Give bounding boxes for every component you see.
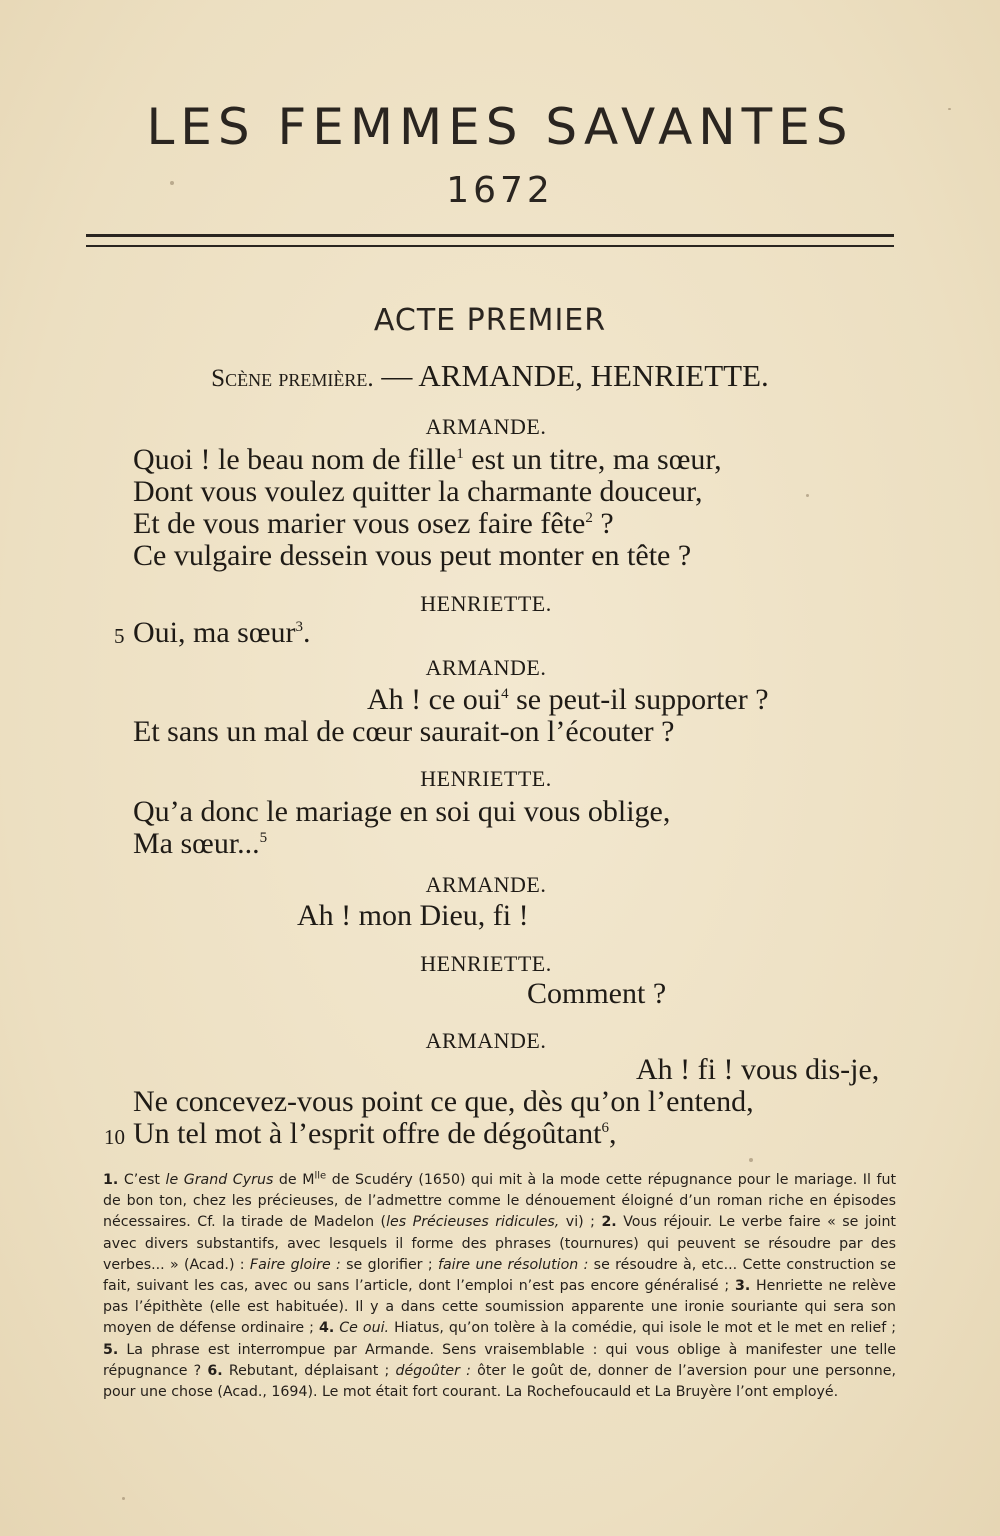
footnote-ref: 2 — [585, 510, 593, 526]
footnote-number: 5. — [103, 1341, 119, 1358]
footnote-ref: 3 — [295, 619, 303, 635]
footnote-ref: 4 — [501, 686, 509, 702]
speaker-name: HENRIETTE. — [420, 951, 552, 976]
verse-line: Comment ? — [527, 977, 667, 1010]
scene-dash: — — [373, 358, 419, 393]
verse-line: Un tel mot à l’esprit offre de dégoûtant$^6$, — [133, 1117, 617, 1150]
footnote-ref: 6 — [601, 1120, 609, 1136]
act-heading: ACTE PREMIER — [373, 303, 607, 338]
verse-line: Ne concevez-vous point ce que, dès qu’on l’entend, — [133, 1085, 754, 1118]
footnote-number: 4. — [318, 1320, 335, 1337]
footnote-number: 6. — [207, 1362, 223, 1379]
footnote-ref: 1 — [456, 446, 464, 462]
paper-speck — [170, 181, 174, 185]
footnotes: 1. C’est le Grand Cyrus de $M^{lle}$ de Scudéry (1650) qui mit à la mode cette répugnance pour le mariage. Il fut de bon ton, chez les précieuses, de l’admettre comme le dénouement éloigné d’un roman riche en épisodes nécessaires. Cf. la tirade de Madelon (les Précieuses ridicules, vi) ; 2. Vous réjouir. Le verbe faire « se joint avec divers substantifs, avec lesquels il forme des phrases (tournures) qui peuvent se résoudre par des verbes... » (Acad.) : Faire gloire : se glorifier ; faire une résolution : se résoudre à, etc... Cette construction se fait, suivant les cas, avec ou sans l’article, dont l’emploi n’est pas encore généralisé ; 3. Henriette ne relève pas l’épithète (elle est habituée). Il y a dans cette soumission apparente une ironie souriante qui sera son moyen de défense ordinaire ; 4. Ce oui. Hiatus, qu’on tolère à la comédie, qui isole le mot et le met en relief ; 5. La phrase est interrompue par Armande. Sens vraisemblable : qui vous oblige à manifester une telle répugnance ? 6. Rebutant, déplaisant ; dégoûter : ôter le goût de, donner de l’aversion pour une personne, pour une chose (Acad., 1694). Le mot était fort courant. La Rochefoucauld et La Bruyère l’ont employé. — [103, 1170, 897, 1401]
footnote-number: 2. — [601, 1214, 617, 1231]
title-rule-thick — [86, 234, 894, 237]
paper-speck — [749, 1158, 753, 1162]
verse-line: Ce vulgaire dessein vous peut monter en tête ? — [133, 539, 692, 572]
verse-line: Ah ! fi ! vous dis-je, — [636, 1053, 880, 1086]
scene-heading — [0, 358, 980, 394]
verse-line: Ah ! mon Dieu, fi ! — [297, 899, 529, 932]
play-year: 1672 — [446, 170, 554, 211]
footnote-ref: 5 — [259, 830, 268, 846]
speaker-name: ARMANDE. — [425, 655, 547, 680]
paper-speck — [948, 108, 951, 110]
verse-line: Oui, ma sœur$^3$. — [133, 616, 311, 649]
verse-line: Qu’a donc le mariage en soi qui vous oblige, — [133, 795, 671, 828]
line-number: 10 — [104, 1125, 125, 1149]
speaker-name: ARMANDE. — [425, 414, 547, 439]
speaker-name: HENRIETTE. — [420, 766, 552, 791]
play-title: LES FEMMES SAVANTES — [146, 98, 854, 156]
footnote-number: 1. — [103, 1172, 119, 1188]
scene-label: Scène première. — [211, 365, 374, 392]
speaker-name: ARMANDE. — [425, 1028, 547, 1053]
verse-line: Quoi ! le beau nom de fille$^1$ est un titre, ma sœur, — [133, 443, 722, 476]
speaker-name: ARMANDE. — [425, 872, 547, 897]
footnote-number: 3. — [734, 1278, 751, 1295]
verse-line: Dont vous voulez quitter la charmante douceur, — [133, 475, 703, 508]
paper-speck — [122, 1497, 125, 1500]
speaker-name: HENRIETTE. — [420, 591, 552, 616]
verse-line: Et sans un mal de cœur saurait-on l’écouter ? — [133, 715, 675, 748]
verse-line: Ma sœur...$^5$ — [133, 827, 268, 860]
title-rule-thin — [86, 245, 894, 247]
verse-line: Ah ! ce oui$^4$ se peut-il supporter ? — [367, 683, 769, 716]
line-number: 5 — [114, 624, 125, 648]
verse-line: Et de vous marier vous osez faire fête$^2$ ? — [133, 507, 614, 540]
paper-speck — [806, 494, 809, 497]
scene-characters: ARMANDE, HENRIETTE. — [418, 358, 769, 393]
